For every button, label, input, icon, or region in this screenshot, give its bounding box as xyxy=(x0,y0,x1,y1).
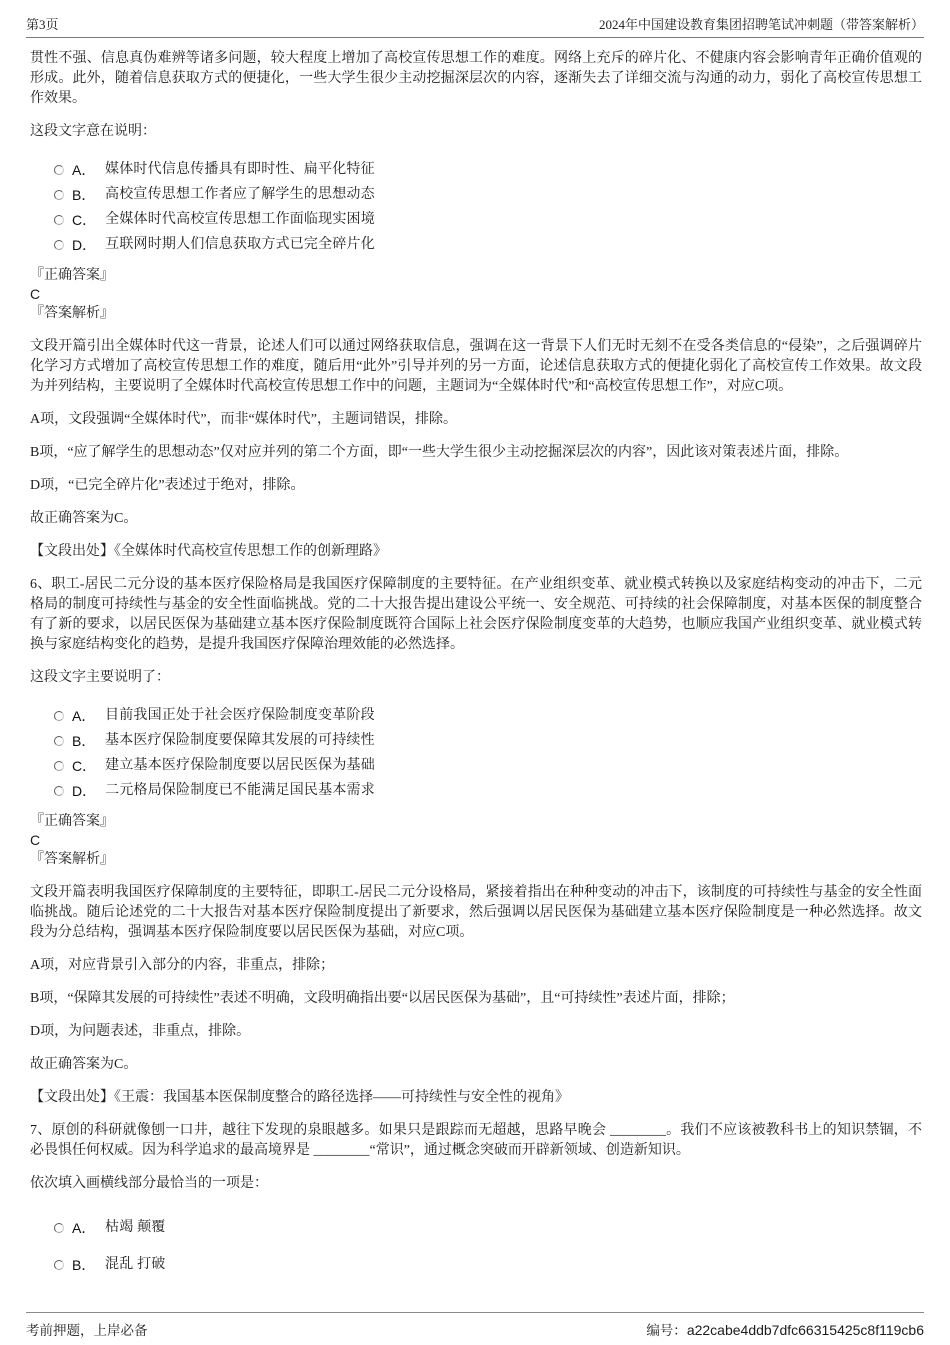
analysis-heading: 『答案解析』 xyxy=(30,852,114,867)
option-label: B． xyxy=(72,1256,96,1273)
answer-block xyxy=(30,266,922,323)
option-text: 枯竭 颠覆 xyxy=(105,1219,166,1235)
radio-button[interactable] xyxy=(54,1260,64,1270)
option-label: A． xyxy=(72,1219,96,1236)
question-block-7 xyxy=(30,1121,922,1283)
answer-heading: 『正确答案』 xyxy=(30,268,114,283)
option-row xyxy=(54,728,922,753)
answer-block xyxy=(30,812,922,869)
analysis-paragraph: 文段开篇引出全媒体时代这一背景，论述人们可以通过网络获取信息，强调在这一背景下人们无时无刻不在受各类信息的“侵染”，之后强调碎片化学习方式增加了高校宣传思想工作的难度，随后用“此外”引导并列的另一方面，论述信息获取方式的便捷化弱化了高校宣传工作效果。故文段为并列结构，主要说明了全媒体时代高校宣传思想工作中的问题，主题词为“全媒体时代”和“高校宣传思想工作”，对应C项。 xyxy=(30,339,922,394)
analysis-paragraph: D项，“已完全碎片化”表述过于绝对，排除。 xyxy=(30,478,305,493)
option-label: C． xyxy=(72,211,97,228)
option-label: C． xyxy=(72,757,97,774)
option-text: 建立基本医疗保险制度要以居民医保为基础 xyxy=(105,757,375,773)
radio-button[interactable] xyxy=(54,215,64,225)
question-prompt: 依次填入画横线部分最恰当的一项是： xyxy=(30,1176,268,1191)
options-list xyxy=(30,1209,922,1283)
question-stem: 7、原创的科研就像刨一口井，越往下发现的泉眼越多。如果只是跟踪而无超越，思路早晚会 ________。我们不应该被教科书上的知识禁锢，不必畏惧任何权威。因为科学追求的最高境界是 ________“常识”，通过概念突破而开辟新领域、创造新知识。 xyxy=(30,1123,922,1158)
radio-button[interactable] xyxy=(54,240,64,250)
analysis-conclusion: 故正确答案为C。 xyxy=(30,1057,138,1072)
option-text: 媒体时代信息传播具有即时性、扁平化特征 xyxy=(105,161,375,177)
radio-button[interactable] xyxy=(54,1223,64,1233)
question-prompt: 这段文字意在说明： xyxy=(30,124,156,139)
option-row xyxy=(54,703,922,728)
analysis-heading: 『答案解析』 xyxy=(30,306,114,321)
radio-button[interactable] xyxy=(54,165,64,175)
analysis-paragraph: A项，对应背景引入部分的内容，非重点，排除； xyxy=(30,958,335,973)
option-row xyxy=(54,1246,922,1283)
question-stem: 6、职工-居民二元分设的基本医疗保险格局是我国医疗保障制度的主要特征。在产业组织变革、就业模式转换以及家庭结构变动的冲击下，二元格局的制度可持续性与基金的安全性面临挑战。党的二十大报告提出建设公平统一、安全规范、可持续的社会保障制度，对基本医保的制度整合有了新的要求，以居民医保为基础建立基本医疗保险制度既符合国际上社会医疗保险制度变革的大趋势，也顺应我国产业组织变革、就业模式转换与家庭结构变化的趋势，是提升我国医疗保障治理效能的必然选择。 xyxy=(30,577,922,652)
code-value: a22cabe4ddb7dfc66315425c8f119cb6 xyxy=(686,1322,924,1338)
document-title: 2024年中国建设教育集团招聘笔试冲刺题（带答案解析） xyxy=(598,17,924,32)
radio-button[interactable] xyxy=(54,711,64,721)
option-label: D． xyxy=(72,236,97,253)
code-label: 编号： xyxy=(646,1323,687,1338)
options-list xyxy=(30,703,922,803)
analysis-conclusion: 故正确答案为C。 xyxy=(30,511,138,526)
option-label: B． xyxy=(72,732,96,749)
analysis-paragraph: B项，“应了解学生的思想动态”仅对应并列的第二个方面，即“一些大学生很少主动挖掘深层次的内容”，因此该对策表述片面，排除。 xyxy=(30,445,849,460)
source-line: 【文段出处】《王震：我国基本医保制度整合的路径选择——可持续性与安全性的视角》 xyxy=(30,1090,569,1105)
radio-button[interactable] xyxy=(54,761,64,771)
option-row xyxy=(54,1209,922,1246)
option-text: 二元格局保险制度已不能满足国民基本需求 xyxy=(105,782,375,798)
option-row xyxy=(54,778,922,803)
question-stem: 贯性不强、信息真伪难辨等诸多问题，较大程度上增加了高校宣传思想工作的难度。网络上充斥的碎片化、不健康内容会影响青年正确价值观的形成。此外，随着信息获取方式的便捷化，一些大学生很少主动挖掘深层次的内容，逐渐失去了详细交流与沟通的动力，弱化了高校宣传思想工作效果。 xyxy=(30,51,922,106)
option-row xyxy=(54,207,922,232)
radio-button[interactable] xyxy=(54,190,64,200)
page-header xyxy=(26,0,924,38)
radio-button[interactable] xyxy=(54,786,64,796)
option-row xyxy=(54,182,922,207)
options-list xyxy=(30,157,922,257)
radio-button[interactable] xyxy=(54,736,64,746)
question-prompt: 这段文字主要说明了： xyxy=(30,670,170,685)
question-block-5 xyxy=(30,49,922,562)
footer-slogan: 考前押题，上岸必备 xyxy=(26,1323,148,1338)
page-number: 第3页 xyxy=(26,17,59,32)
option-text: 目前我国正处于社会医疗保险制度变革阶段 xyxy=(105,707,375,723)
analysis-paragraph: A项，文段强调“全媒体时代”，而非“媒体时代”，主题词错误，排除。 xyxy=(30,412,457,427)
option-text: 基本医疗保险制度要保障其发展的可持续性 xyxy=(105,732,375,748)
option-text: 高校宣传思想工作者应了解学生的思想动态 xyxy=(105,186,375,202)
option-row xyxy=(54,753,922,778)
answer-heading: 『正确答案』 xyxy=(30,814,114,829)
option-text: 混乱 打破 xyxy=(105,1256,166,1272)
analysis-paragraph: B项，“保障其发展的可持续性”表述不明确，文段明确指出要“以居民医保为基础”，且“可持续性”表述片面，排除； xyxy=(30,991,735,1006)
option-row xyxy=(54,232,922,257)
option-label: D． xyxy=(72,782,97,799)
analysis-paragraph: D项，为问题表述，非重点，排除。 xyxy=(30,1024,251,1039)
option-label: B． xyxy=(72,186,96,203)
analysis-paragraph: 文段开篇表明我国医疗保障制度的主要特征，即职工-居民二元分设格局，紧接着指出在种种变动的冲击下，该制度的可持续性与基金的安全性面临挑战。随后论述党的二十大报告对基本医疗保险制度提出了新要求，然后强调以居民医保为基础建立基本医疗保险制度是一种必然选择。故文段为分总结构，强调基本医疗保险制度要以居民医保为基础，对应C项。 xyxy=(30,885,922,940)
option-text: 互联网时期人们信息获取方式已完全碎片化 xyxy=(105,236,375,252)
question-block-6 xyxy=(30,575,922,1108)
option-row xyxy=(54,157,922,182)
page-content xyxy=(30,49,922,1283)
option-text: 全媒体时代高校宣传思想工作面临现实困境 xyxy=(105,211,375,227)
source-line: 【文段出处】《全媒体时代高校宣传思想工作的创新理路》 xyxy=(30,544,387,559)
option-label: A． xyxy=(72,161,96,178)
page-footer xyxy=(26,1312,924,1339)
document-code xyxy=(646,1319,924,1339)
answer-value: C xyxy=(30,286,41,302)
answer-value: C xyxy=(30,832,41,848)
option-label: A． xyxy=(72,707,96,724)
